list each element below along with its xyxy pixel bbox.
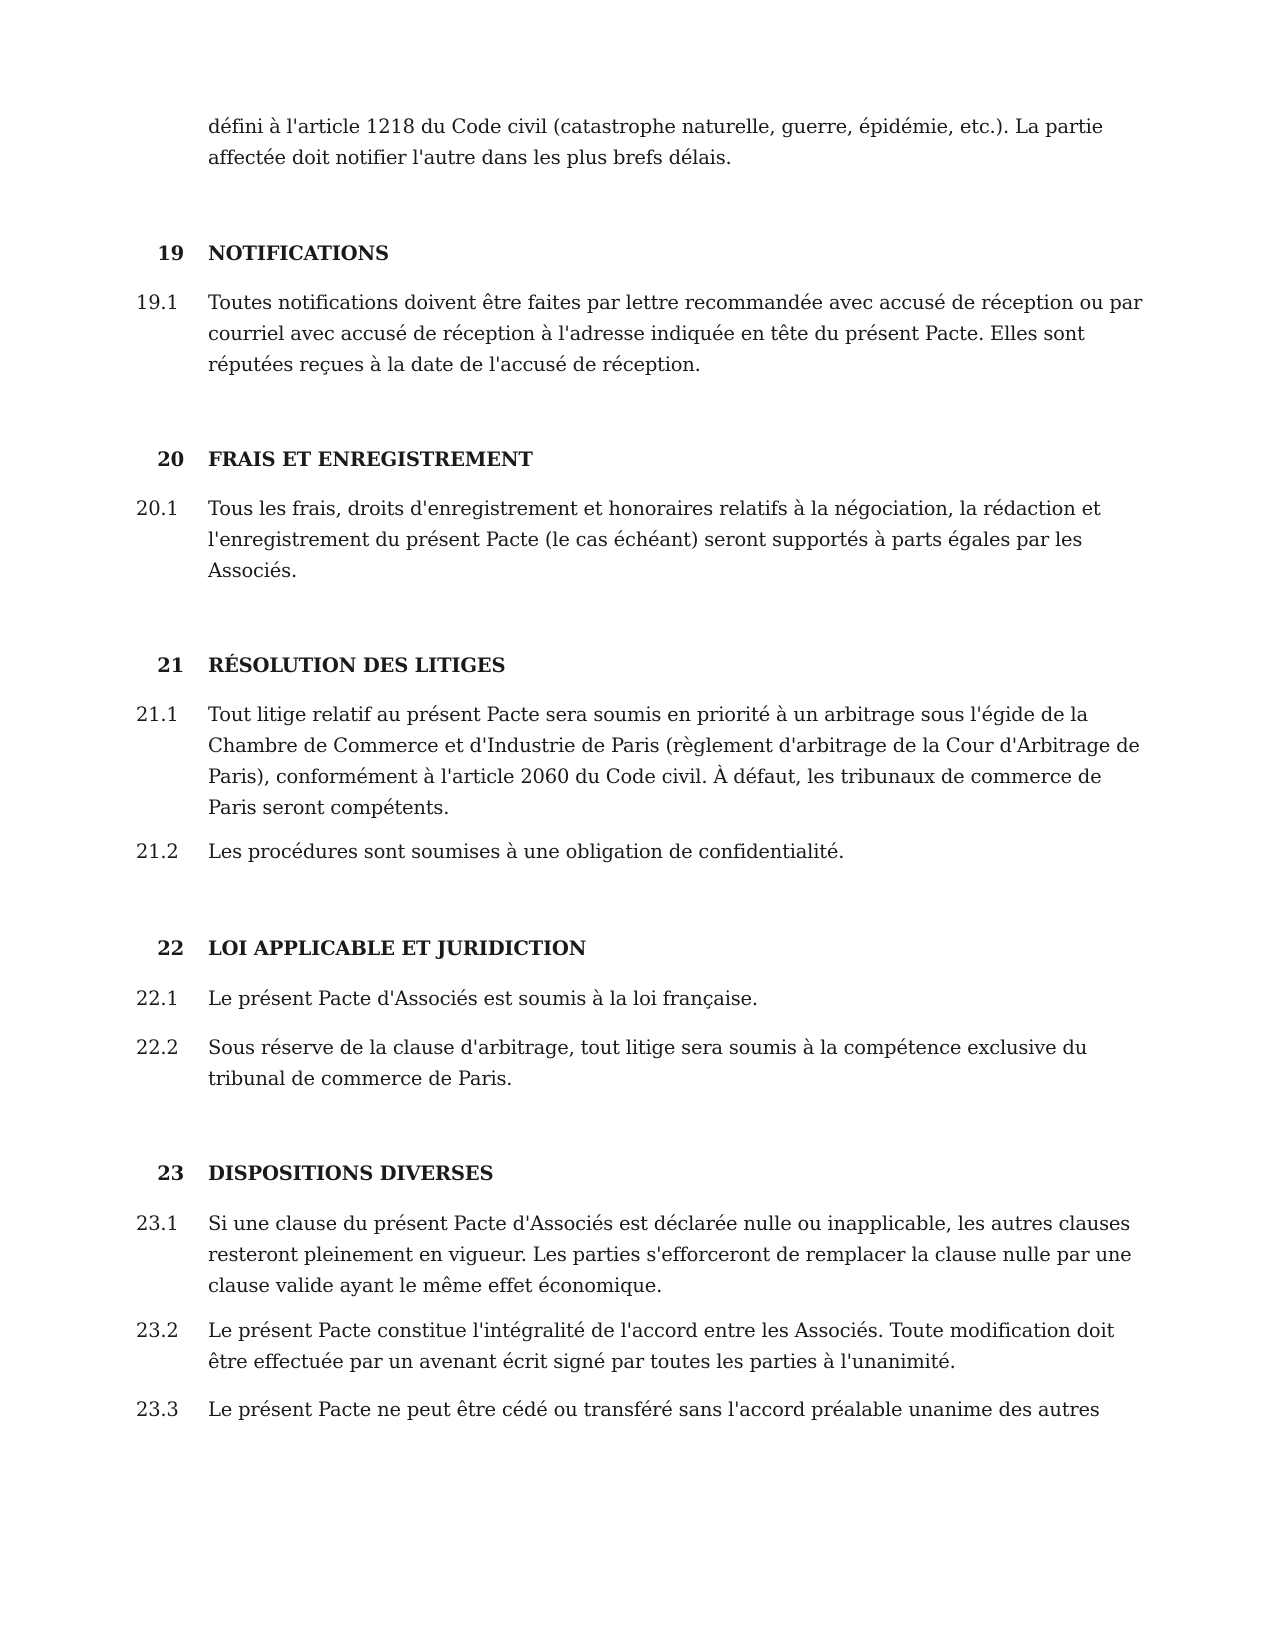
- clause-22-2: [136, 1032, 1146, 1094]
- intro-paragraph: [136, 111, 1146, 173]
- clause-23-1: [136, 1208, 1146, 1301]
- clause-number: 23.1: [136, 1212, 179, 1235]
- intro-text: défini à l'article 1218 du Code civil (catastrophe naturelle, guerre, épidémie, etc.). La partie affectée doit notifier l'autre dans les plus brefs délais.: [208, 115, 1103, 169]
- clause-number: 23.3: [136, 1398, 179, 1421]
- section-22-heading: [136, 933, 1146, 964]
- section-number: 22: [157, 937, 184, 960]
- clause-number: 22.1: [136, 987, 179, 1010]
- section-number: 19: [157, 242, 184, 265]
- clause-text: Le présent Pacte ne peut être cédé ou transféré sans l'accord préalable unanime des autres: [208, 1398, 1100, 1421]
- clause-number: 22.2: [136, 1036, 179, 1059]
- clause-text: Tout litige relatif au présent Pacte sera soumis en priorité à un arbitrage sous l'égide de la Chambre de Commerce et d'Industrie de Paris (règlement d'arbitrage de la Cour d'Arbitrage de Paris), conformément à l'article 2060 du Code civil. À défaut, les tribunaux de commerce de Paris seront compétents.: [208, 703, 1140, 819]
- clause-22-1: [136, 983, 1146, 1014]
- section-title: NOTIFICATIONS: [208, 242, 389, 265]
- section-title: DISPOSITIONS DIVERSES: [208, 1162, 494, 1185]
- clause-text: Le présent Pacte d'Associés est soumis à la loi française.: [208, 987, 758, 1010]
- section-number: 20: [157, 448, 184, 471]
- section-number: 21: [157, 654, 184, 677]
- clause-text: Tous les frais, droits d'enregistrement et honoraires relatifs à la négociation, la rédaction et l'enregistrement du présent Pacte (le cas échéant) seront supportés à parts égales par les Associés.: [208, 497, 1101, 582]
- section-19-heading: [136, 238, 1146, 269]
- clause-number: 21.2: [136, 840, 179, 863]
- clause-21-1: [136, 699, 1146, 823]
- section-number: 23: [157, 1162, 184, 1185]
- clause-19-1: [136, 287, 1146, 380]
- clause-21-2: [136, 836, 1146, 867]
- clause-20-1: [136, 493, 1146, 586]
- clause-text: Toutes notifications doivent être faites par lettre recommandée avec accusé de réception ou par courriel avec accusé de réception à l'adresse indiquée en tête du présent Pacte. Elles sont réputées reçues à la date de l'accusé de réception.: [208, 291, 1143, 376]
- section-21-heading: [136, 650, 1146, 681]
- clause-number: 20.1: [136, 497, 179, 520]
- clause-text: Le présent Pacte constitue l'intégralité de l'accord entre les Associés. Toute modification doit être effectuée par un avenant écrit signé par toutes les parties à l'unanimité.: [208, 1319, 1115, 1373]
- clause-text: Les procédures sont soumises à une obligation de confidentialité.: [208, 840, 845, 863]
- section-title: LOI APPLICABLE ET JURIDICTION: [208, 937, 587, 960]
- clause-text: Si une clause du présent Pacte d'Associés est déclarée nulle ou inapplicable, les autres clauses resteront pleinement en vigueur. Les parties s'efforceront de remplacer la clause nulle par une clause valide ayant le même effet économique.: [208, 1212, 1132, 1297]
- section-20-heading: [136, 444, 1146, 475]
- clause-text: Sous réserve de la clause d'arbitrage, tout litige sera soumis à la compétence exclusive du tribunal de commerce de Paris.: [208, 1036, 1088, 1090]
- clause-number: 19.1: [136, 291, 179, 314]
- clause-23-3: [136, 1394, 1146, 1425]
- clause-number: 23.2: [136, 1319, 179, 1342]
- section-title: FRAIS ET ENREGISTREMENT: [208, 448, 533, 471]
- clause-number: 21.1: [136, 703, 179, 726]
- section-23-heading: [136, 1158, 1146, 1189]
- clause-23-2: [136, 1315, 1146, 1377]
- section-title: RÉSOLUTION DES LITIGES: [208, 654, 506, 677]
